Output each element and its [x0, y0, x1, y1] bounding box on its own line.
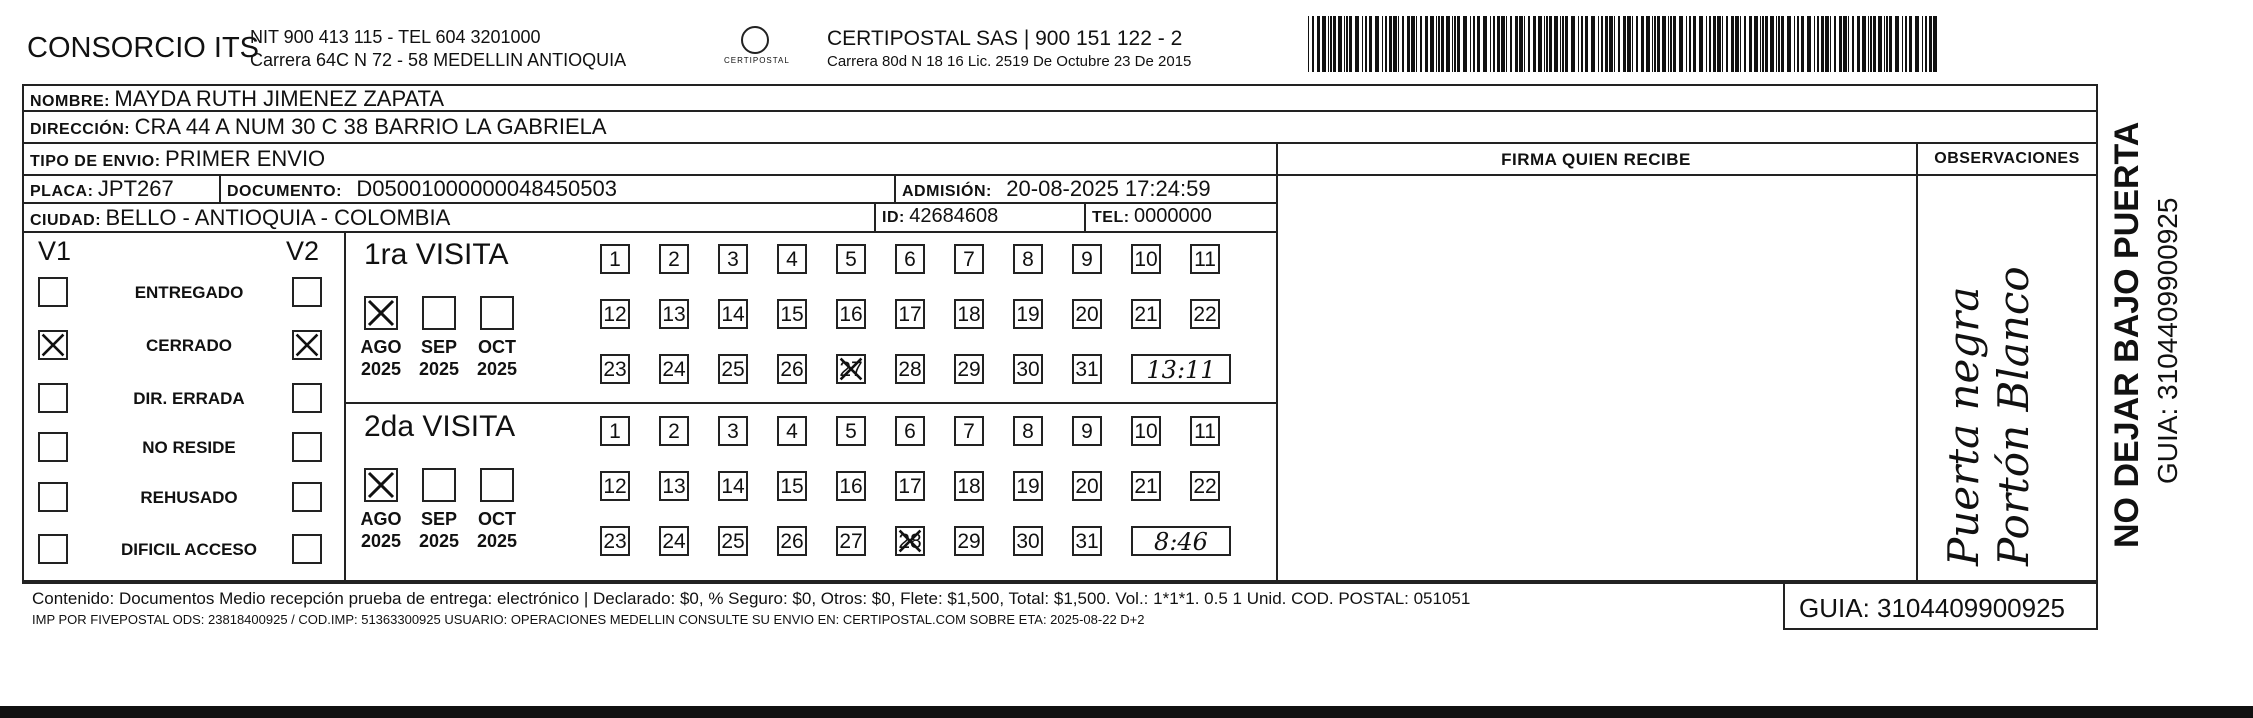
day-cell[interactable]: 24 [659, 526, 689, 556]
status-v1-checkbox[interactable] [38, 482, 68, 512]
day-cell[interactable]: 16 [836, 471, 866, 501]
day-cell[interactable]: 11 [1190, 416, 1220, 446]
day-cell[interactable]: 28 [895, 526, 925, 556]
day-cell[interactable]: 4 [777, 244, 807, 274]
day-cell[interactable]: 27 [836, 526, 866, 556]
month-label: SEP 2025 [418, 337, 460, 379]
tel-value: 0000000 [1134, 205, 1212, 227]
day-cell[interactable]: 26 [777, 354, 807, 384]
day-cell[interactable]: 2 [659, 416, 689, 446]
status-v1-checkbox[interactable] [38, 277, 68, 307]
day-cell[interactable]: 8 [1013, 416, 1043, 446]
day-cell[interactable]: 2 [659, 244, 689, 274]
day-cell[interactable]: 30 [1013, 354, 1043, 384]
nombre-label: NOMBRE: [30, 93, 110, 110]
visit-time: 13:11 [1131, 354, 1231, 384]
day-cell[interactable]: 5 [836, 244, 866, 274]
logo-text: CERTIPOSTAL [724, 56, 790, 65]
day-cell[interactable]: 23 [600, 354, 630, 384]
day-cell[interactable]: 18 [954, 471, 984, 501]
status-v2-checkbox[interactable] [292, 482, 322, 512]
month-checkbox[interactable] [480, 468, 514, 502]
month-label: OCT 2025 [476, 509, 518, 551]
tel-row [1092, 205, 1212, 228]
day-cell[interactable]: 1 [600, 416, 630, 446]
company-info [250, 26, 626, 72]
month-label: AGO 2025 [360, 337, 402, 379]
status-v1-checkbox[interactable] [38, 383, 68, 413]
month-checkbox[interactable] [422, 468, 456, 502]
bottom-rule [0, 706, 2253, 718]
status-v2-checkbox[interactable] [292, 277, 322, 307]
day-cell[interactable]: 10 [1131, 416, 1161, 446]
status-v2-checkbox[interactable] [292, 534, 322, 564]
day-cell[interactable]: 20 [1072, 471, 1102, 501]
status-v1-checkbox[interactable] [38, 432, 68, 462]
month-checkbox[interactable] [480, 296, 514, 330]
observaciones-header: OBSERVACIONES [1934, 150, 2080, 167]
placa-value: JPT267 [97, 176, 174, 201]
day-cell[interactable]: 12 [600, 471, 630, 501]
id-row [882, 205, 998, 228]
day-cell[interactable]: 17 [895, 299, 925, 329]
day-cell[interactable]: 11 [1190, 244, 1220, 274]
day-cell[interactable]: 30 [1013, 526, 1043, 556]
barcode-icon [1308, 16, 1940, 72]
cert-address: Carrera 80d N 18 16 Lic. 2519 De Octubre 23 De 2015 [827, 53, 1192, 70]
day-cell[interactable]: 9 [1072, 244, 1102, 274]
nombre-value: MAYDA RUTH JIMENEZ ZAPATA [114, 86, 445, 111]
admision-row [902, 176, 1211, 202]
day-cell[interactable]: 9 [1072, 416, 1102, 446]
logo-circle-icon [741, 26, 769, 54]
day-cell[interactable]: 22 [1190, 471, 1220, 501]
status-label: CERRADO [146, 336, 232, 355]
documento-label: DOCUMENTO: [227, 183, 342, 200]
day-cell[interactable]: 29 [954, 526, 984, 556]
month-checkbox[interactable] [422, 296, 456, 330]
status-v2-checkbox[interactable] [292, 330, 322, 360]
placa-label: PLACA: [30, 183, 94, 200]
day-cell[interactable]: 26 [777, 526, 807, 556]
id-label: ID: [882, 209, 905, 226]
day-cell[interactable]: 19 [1013, 471, 1043, 501]
delivery-form [22, 84, 2098, 584]
status-v2-checkbox[interactable] [292, 383, 322, 413]
month-label: SEP 2025 [418, 509, 460, 551]
month-checkbox[interactable] [364, 468, 398, 502]
ciudad-label: CIUDAD: [30, 212, 102, 229]
company-name: CONSORCIO ITS [27, 32, 260, 64]
address-line: Carrera 64C N 72 - 58 MEDELLIN ANTIOQUIA [250, 50, 627, 70]
tel-label: TEL: [1092, 209, 1130, 226]
documento-row [227, 176, 617, 202]
tipo-envio-label: TIPO DE ENVIO: [30, 153, 161, 170]
day-cell[interactable]: 13 [659, 471, 689, 501]
day-cell[interactable]: 15 [777, 299, 807, 329]
day-cell[interactable]: 13 [659, 299, 689, 329]
day-cell[interactable]: 21 [1131, 471, 1161, 501]
side-warning: NO DEJAR BAJO PUERTA [2108, 121, 2146, 548]
tipo-envio-row [30, 146, 325, 172]
month-label: AGO 2025 [360, 509, 402, 551]
nombre-row [30, 86, 444, 112]
direccion-value: CRA 44 A NUM 30 C 38 BARRIO LA GABRIELA [134, 114, 607, 139]
day-cell[interactable]: 16 [836, 299, 866, 329]
side-guia: GUIA: 3104409900925 [2152, 197, 2183, 484]
month-checkbox[interactable] [364, 296, 398, 330]
visit-title: 2da VISITA [364, 410, 516, 443]
placa-row [30, 176, 174, 202]
ciudad-value: BELLO - ANTIOQUIA - COLOMBIA [105, 205, 451, 230]
day-cell[interactable]: 5 [836, 416, 866, 446]
day-cell[interactable]: 25 [718, 354, 748, 384]
day-cell[interactable]: 31 [1072, 354, 1102, 384]
day-cell[interactable]: 12 [600, 299, 630, 329]
v1-header: V1 [38, 236, 72, 266]
admision-value: 20-08-2025 17:24:59 [1006, 176, 1211, 201]
v2-header: V2 [286, 236, 320, 266]
day-cell[interactable]: 4 [777, 416, 807, 446]
nit-line: NIT 900 413 115 - TEL 604 3201000 [250, 27, 541, 47]
firma-header: FIRMA QUIEN RECIBE [1501, 150, 1691, 169]
day-cell[interactable]: 19 [1013, 299, 1043, 329]
observacion-line-1: Puerta negra [1939, 286, 1988, 566]
direccion-label: DIRECCIÓN: [30, 121, 131, 138]
status-v2-checkbox[interactable] [292, 432, 322, 462]
status-label: NO RESIDE [142, 438, 236, 457]
tipo-envio-value: PRIMER ENVIO [165, 146, 326, 171]
contenido-line: Contenido: Documentos Medio recepción prueba de entrega: electrónico | Declarado: $0, % Seguro: $0, Otros: $0, Flete: $1,500, Total: $1,500. Vol.: 1*1*1. 0.5 1 Unid. COD. POSTAL: 051051 [32, 589, 1471, 608]
cert-line: CERTIPOSTAL SAS | 900 151 122 - 2 [827, 27, 1183, 50]
status-v1-checkbox[interactable] [38, 330, 68, 360]
day-cell[interactable]: 6 [895, 416, 925, 446]
visit-time: 8:46 [1131, 526, 1231, 556]
day-cell[interactable]: 7 [954, 244, 984, 274]
day-cell[interactable]: 3 [718, 244, 748, 274]
admision-label: ADMISIÓN: [902, 183, 992, 200]
guia-box [1783, 582, 2098, 630]
day-cell[interactable]: 14 [718, 299, 748, 329]
day-cell[interactable]: 23 [600, 526, 630, 556]
day-cell[interactable]: 10 [1131, 244, 1161, 274]
day-cell[interactable]: 3 [718, 416, 748, 446]
day-cell[interactable]: 29 [954, 354, 984, 384]
day-cell[interactable]: 28 [895, 354, 925, 384]
observacion-line-2: Portón Blanco [1989, 266, 2038, 566]
visit-title: 1ra VISITA [364, 238, 509, 271]
day-cell[interactable]: 22 [1190, 299, 1220, 329]
status-label: DIR. ERRADA [133, 389, 245, 408]
day-cell[interactable]: 7 [954, 416, 984, 446]
day-cell[interactable]: 24 [659, 354, 689, 384]
day-cell[interactable]: 6 [895, 244, 925, 274]
day-cell[interactable]: 1 [600, 244, 630, 274]
certipostal-logo [724, 26, 790, 70]
direccion-row [30, 114, 607, 140]
documento-value: D05001000000048450503 [356, 176, 617, 201]
day-cell[interactable]: 8 [1013, 244, 1043, 274]
status-label: DIFICIL ACCESO [120, 540, 257, 559]
status-label: ENTREGADO [134, 283, 244, 302]
id-value: 42684608 [909, 205, 999, 227]
day-cell[interactable]: 27 [836, 354, 866, 384]
day-cell[interactable]: 17 [895, 471, 925, 501]
cert-info [827, 26, 1191, 73]
day-cell[interactable]: 25 [718, 526, 748, 556]
status-label: REHUSADO [140, 488, 238, 507]
guia-number: GUIA: 3104409900925 [1799, 593, 2065, 623]
ciudad-row [30, 205, 450, 231]
status-v1-checkbox[interactable] [38, 534, 68, 564]
day-cell[interactable]: 21 [1131, 299, 1161, 329]
day-cell[interactable]: 14 [718, 471, 748, 501]
day-cell[interactable]: 31 [1072, 526, 1102, 556]
imp-line: IMP POR FIVEPOSTAL ODS: 23818400925 / COD.IMP: 51363300925 USUARIO: OPERACIONES MEDELLIN CONSULTE SU ENVIO EN: CERTIPOSTAL.COM SOBRE ETA: 2025-08-22 D+2 [32, 612, 1145, 627]
day-cell[interactable]: 20 [1072, 299, 1102, 329]
day-cell[interactable]: 18 [954, 299, 984, 329]
day-cell[interactable]: 15 [777, 471, 807, 501]
month-label: OCT 2025 [476, 337, 518, 379]
